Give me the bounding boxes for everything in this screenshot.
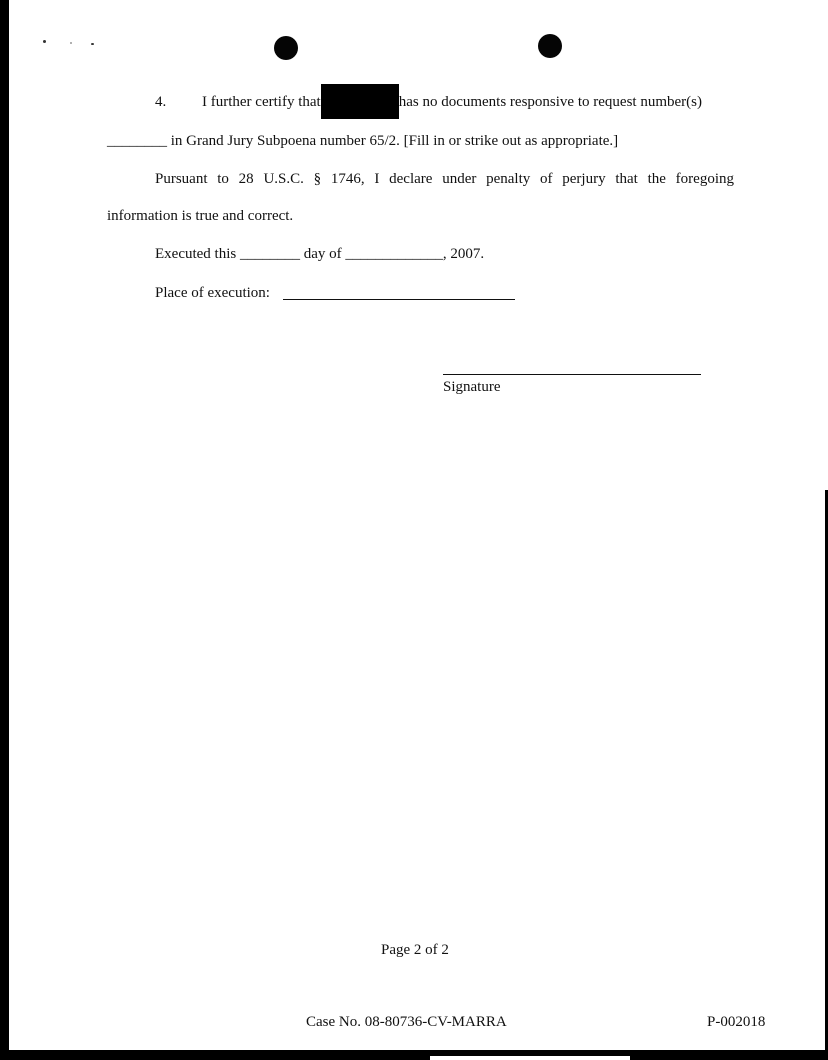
scan-speck <box>43 40 46 43</box>
signature-line <box>443 374 701 375</box>
scan-edge-left <box>0 0 9 1060</box>
scan-gap <box>430 1056 630 1060</box>
scan-speck <box>91 43 94 45</box>
paragraph-4-continuation: in Grand Jury Subpoena number 65/2. [Fill in or strike out as appropriate.] <box>170 133 619 149</box>
paragraph-4-line1 <box>202 93 702 111</box>
declaration-line2: information is true and correct. <box>107 208 294 224</box>
paragraph-4-number: 4. <box>155 94 167 110</box>
executed-line: Executed this ________ day of _____________, 2007. <box>155 246 485 262</box>
blank-request-numbers: ________ <box>107 133 167 149</box>
punch-hole-left <box>274 36 298 60</box>
place-of-execution-blank <box>283 299 515 300</box>
paragraph-4-line2 <box>107 132 618 150</box>
signature-label: Signature <box>443 379 501 395</box>
bates-number: P-002018 <box>707 1014 766 1030</box>
paragraph-4-lead: I further certify that <box>202 94 321 110</box>
scan-speck <box>70 42 72 44</box>
declaration-line1: Pursuant to 28 U.S.C. § 1746, I declare under penalty of perjury that the foregoing <box>155 171 734 187</box>
redaction-block <box>321 84 399 119</box>
punch-hole-right <box>538 34 562 58</box>
paragraph-4-after-redaction: has no documents responsive to request number(s) <box>398 94 702 110</box>
place-of-execution-label: Place of execution: <box>155 285 270 301</box>
scan-edge-bottom <box>0 1050 828 1060</box>
case-number: Case No. 08-80736-CV-MARRA <box>306 1014 507 1030</box>
page-number: Page 2 of 2 <box>381 942 449 958</box>
